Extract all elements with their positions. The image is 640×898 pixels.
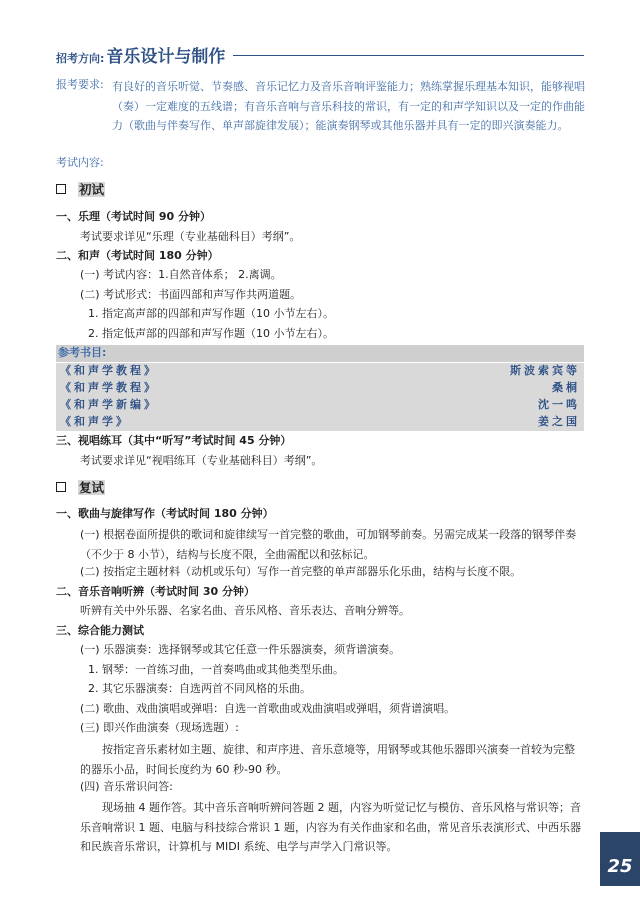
header-rule [233, 55, 584, 56]
ability-line: (一) 乐器演奏：选择钢琴或其它任意一件乐器演奏，须背谱演奏。 [80, 643, 401, 656]
reference-list [56, 363, 584, 431]
harmony-line: 1. 指定高声部的四部和声写作题（10 小节左右）。 [88, 307, 334, 320]
song-writing-heading: 一、歌曲与旋律写作（考试时间 180 分钟） [56, 507, 274, 520]
listening-heading: 二、音乐音响听辨（考试时间 30 分钟） [56, 585, 255, 598]
reference-item [60, 363, 580, 380]
listening-text: 听辨有关中外乐器、名家名曲、音乐风格、音乐表达、音响分辨等。 [80, 604, 410, 617]
ability-line: 2. 其它乐器演奏：自选两首不同风格的乐曲。 [88, 682, 311, 695]
knowledge-text: 现场抽 4 题作答。其中音乐音响听辨问答题 2 题，内容为听觉记忆与模仿、音乐风格与常识等；音乐音响常识 1 题、电脑与科技综合常识 1 题，内容为有关作曲家和名曲，常见音乐表演形式、中西乐器和民族音乐常识，计算机与 MIDI 系统、电学与声学入门常识等。 [80, 801, 581, 853]
reference-author: 沈一鸣 [538, 398, 580, 411]
reference-item [60, 397, 580, 414]
page-title: 音乐设计与制作 [106, 47, 226, 67]
page-number: 25 [600, 832, 640, 886]
harmony-line: 2. 指定低声部的四部和声写作题（10 小节左右）。 [88, 327, 334, 340]
ability-line: 1. 钢琴：一首练习曲，一首奏鸣曲或其他类型乐曲。 [88, 663, 344, 676]
requirements-label: 报考要求: [56, 78, 104, 91]
reference-label: 参考书目: [58, 346, 107, 359]
checkbox-square-icon [56, 482, 66, 492]
page-header [56, 45, 584, 70]
reference-item [60, 380, 580, 397]
reference-author: 姜之国 [538, 415, 580, 428]
header-label: 招考方向: [56, 52, 105, 65]
requirements-text: 有良好的音乐听觉、节奏感、音乐记忆力及音乐音响评鉴能力；熟练掌握乐理基本知识，能够视唱（奏）一定难度的五线谱；有音乐音响与音乐科技的常识，有一定的和声学知识以及一定的作曲能力（歌曲与伴奏写作、单声部旋律发展）；能演奏钢琴或其他乐器并具有一定的即兴演奏能力。 [112, 80, 585, 132]
reference-label-bar [56, 345, 584, 362]
section-title: 复试 [79, 480, 105, 495]
reference-title: 《和声学》 [60, 415, 130, 428]
reference-title: 《和声学教程》 [60, 381, 158, 394]
reference-title: 《和声学新编》 [60, 398, 158, 411]
checkbox-square-icon [56, 184, 66, 194]
section-retest [56, 479, 105, 497]
exam-content-label: 考试内容: [56, 156, 104, 169]
song-writing-item: (一) 根据卷面所提供的歌词和旋律续写一首完整的歌曲，可加钢琴前奏。另需完成某一段落的钢琴伴奏（不少于 8 小节），结构与长度不限，全曲需配以和弦标记。 [80, 528, 577, 561]
harmony-line: (二) 考试形式：书面四部和声写作共两道题。 [80, 288, 302, 301]
reference-author: 桑桐 [552, 381, 580, 394]
knowledge-label: (四) 音乐常识问答: [80, 780, 173, 793]
reference-author: 斯波索宾等 [510, 364, 580, 377]
harmony-heading: 二、和声（考试时间 180 分钟） [56, 249, 219, 262]
theory-heading: 一、乐理（考试时间 90 分钟） [56, 210, 211, 223]
reference-item [60, 414, 580, 431]
ability-line: (二) 歌曲、戏曲演唱或弹唱：自选一首歌曲或戏曲演唱或弹唱，须背谱演唱。 [80, 702, 456, 715]
ability-heading: 三、综合能力测试 [56, 624, 144, 637]
song-writing-item: (二) 按指定主题材料（动机或乐句）写作一首完整的单声部器乐化乐曲，结构与长度不限。 [80, 565, 522, 578]
theory-text: 考试要求详见“乐理（专业基础科目）考纲”。 [80, 230, 301, 243]
reference-title: 《和声学教程》 [60, 364, 158, 377]
ability-line: (三) 即兴作曲演奏（现场选题）: [80, 721, 239, 734]
section-title: 初试 [79, 182, 105, 197]
solfege-heading: 三、视唱练耳（其中“听写”考试时间 45 分钟） [56, 434, 292, 447]
improv-text: 按指定音乐素材如主题、旋律、和声序进、音乐意境等，用钢琴或其他乐器即兴演奏一首较为完整的器乐小品，时间长度约为 60 秒-90 秒。 [80, 743, 575, 776]
harmony-line: (一) 考试内容：1.自然音体系； 2.离调。 [80, 268, 282, 281]
section-preliminary [56, 181, 105, 199]
solfege-text: 考试要求详见“视唱练耳（专业基础科目）考纲”。 [80, 454, 323, 467]
